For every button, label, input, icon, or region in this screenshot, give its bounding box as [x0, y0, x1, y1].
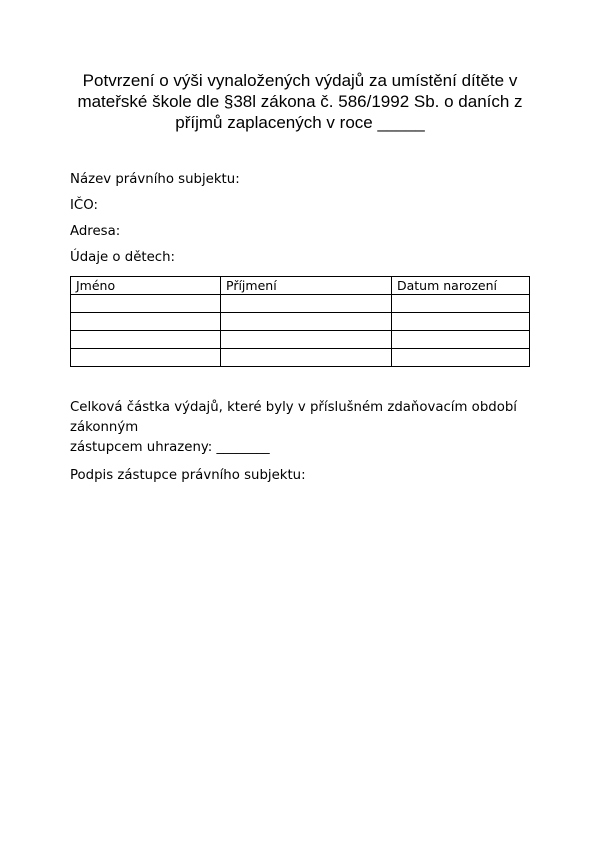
- title-line-2: mateřské škole dle §38l zákona č. 586/1992 Sb. o daních z: [77, 92, 523, 111]
- signature-label: Podpis zástupce právního subjektu:: [70, 468, 306, 483]
- table-cell: [392, 313, 530, 331]
- address-label: Adresa:: [70, 224, 121, 239]
- title-line-3: příjmů zaplacených v roce _____: [175, 113, 425, 132]
- table-cell: [71, 295, 221, 313]
- table-row: [71, 313, 530, 331]
- table-cell: [221, 313, 392, 331]
- table-cell: [392, 349, 530, 367]
- children-label: Údaje o dětech:: [70, 250, 176, 265]
- subject-name-label: Název právního subjektu:: [70, 172, 240, 187]
- total-line-2: zástupcem uhrazeny: ________: [70, 440, 270, 455]
- table-cell: [71, 331, 221, 349]
- table-cell: [221, 295, 392, 313]
- header-first-name: Jméno: [71, 277, 221, 295]
- total-amount-text: [70, 398, 540, 458]
- children-table: [70, 276, 530, 367]
- document-title: [70, 70, 530, 133]
- table-row: [71, 295, 530, 313]
- table-cell: [392, 331, 530, 349]
- table-cell: [71, 313, 221, 331]
- total-line-1: Celková částka výdajů, které byly v příslušném zdaňovacím období zákonným: [70, 400, 517, 435]
- table-header-row: [71, 277, 530, 295]
- table-row: [71, 331, 530, 349]
- table-row: [71, 349, 530, 367]
- ico-label: IČO:: [70, 198, 98, 213]
- title-line-1: Potvrzení o výši vynaložených výdajů za umístění dítěte v: [82, 71, 518, 90]
- header-last-name: Příjmení: [221, 277, 392, 295]
- table-cell: [71, 349, 221, 367]
- header-birth-date: Datum narození: [392, 277, 530, 295]
- table-cell: [221, 331, 392, 349]
- table-cell: [392, 295, 530, 313]
- table-cell: [221, 349, 392, 367]
